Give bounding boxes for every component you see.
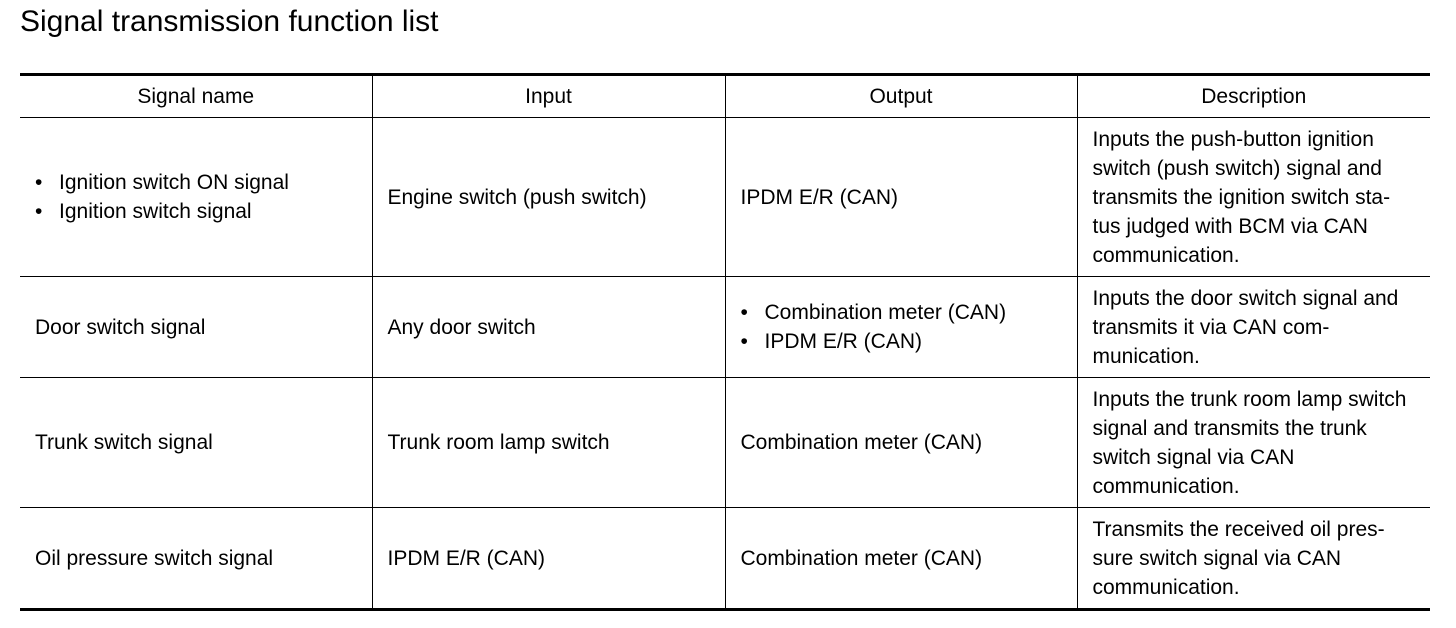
list-item: • IPDM E/R (CAN): [741, 327, 1062, 356]
output-cell: IPDM E/R (CAN): [725, 118, 1077, 277]
description-cell: Inputs the push-button ignition switch (push switch) signal and transmits the ignition switch sta-tus judged with BCM via CAN communication.: [1077, 118, 1430, 277]
list-item: • Combination meter (CAN): [741, 298, 1062, 327]
input-cell: Trunk room lamp switch: [372, 378, 725, 508]
signal-name-cell: Oil pressure switch signal: [20, 508, 372, 610]
page-title: Signal transmission function list: [20, 5, 439, 38]
description-cell: Transmits the received oil pres-sure switch signal via CAN communication.: [1077, 508, 1430, 610]
table-row: [20, 118, 1430, 277]
table-row: [20, 378, 1430, 508]
list-item: • Ignition switch signal: [35, 197, 357, 226]
table-row: [20, 508, 1430, 610]
input-cell: IPDM E/R (CAN): [372, 508, 725, 610]
table-row: [20, 277, 1430, 378]
description-cell: Inputs the trunk room lamp switch signal and transmits the trunk switch signal via CAN communication.: [1077, 378, 1430, 508]
input-cell: Any door switch: [372, 277, 725, 378]
output-list: [741, 298, 1062, 356]
header-description: Description: [1077, 75, 1430, 118]
signal-name-cell: [20, 118, 372, 277]
signal-table: [20, 73, 1430, 611]
output-cell: Combination meter (CAN): [725, 508, 1077, 610]
input-cell: Engine switch (push switch): [372, 118, 725, 277]
signal-name-cell: Trunk switch signal: [20, 378, 372, 508]
description-cell: Inputs the door switch signal and transmits it via CAN com-munication.: [1077, 277, 1430, 378]
output-cell: [725, 277, 1077, 378]
output-cell: Combination meter (CAN): [725, 378, 1077, 508]
header-input: Input: [372, 75, 725, 118]
list-item: • Ignition switch ON signal: [35, 168, 357, 197]
header-signal-name: Signal name: [20, 75, 372, 118]
table-header-row: [20, 75, 1430, 118]
signal-name-cell: Door switch signal: [20, 277, 372, 378]
signal-name-list: [35, 168, 357, 226]
header-output: Output: [725, 75, 1077, 118]
